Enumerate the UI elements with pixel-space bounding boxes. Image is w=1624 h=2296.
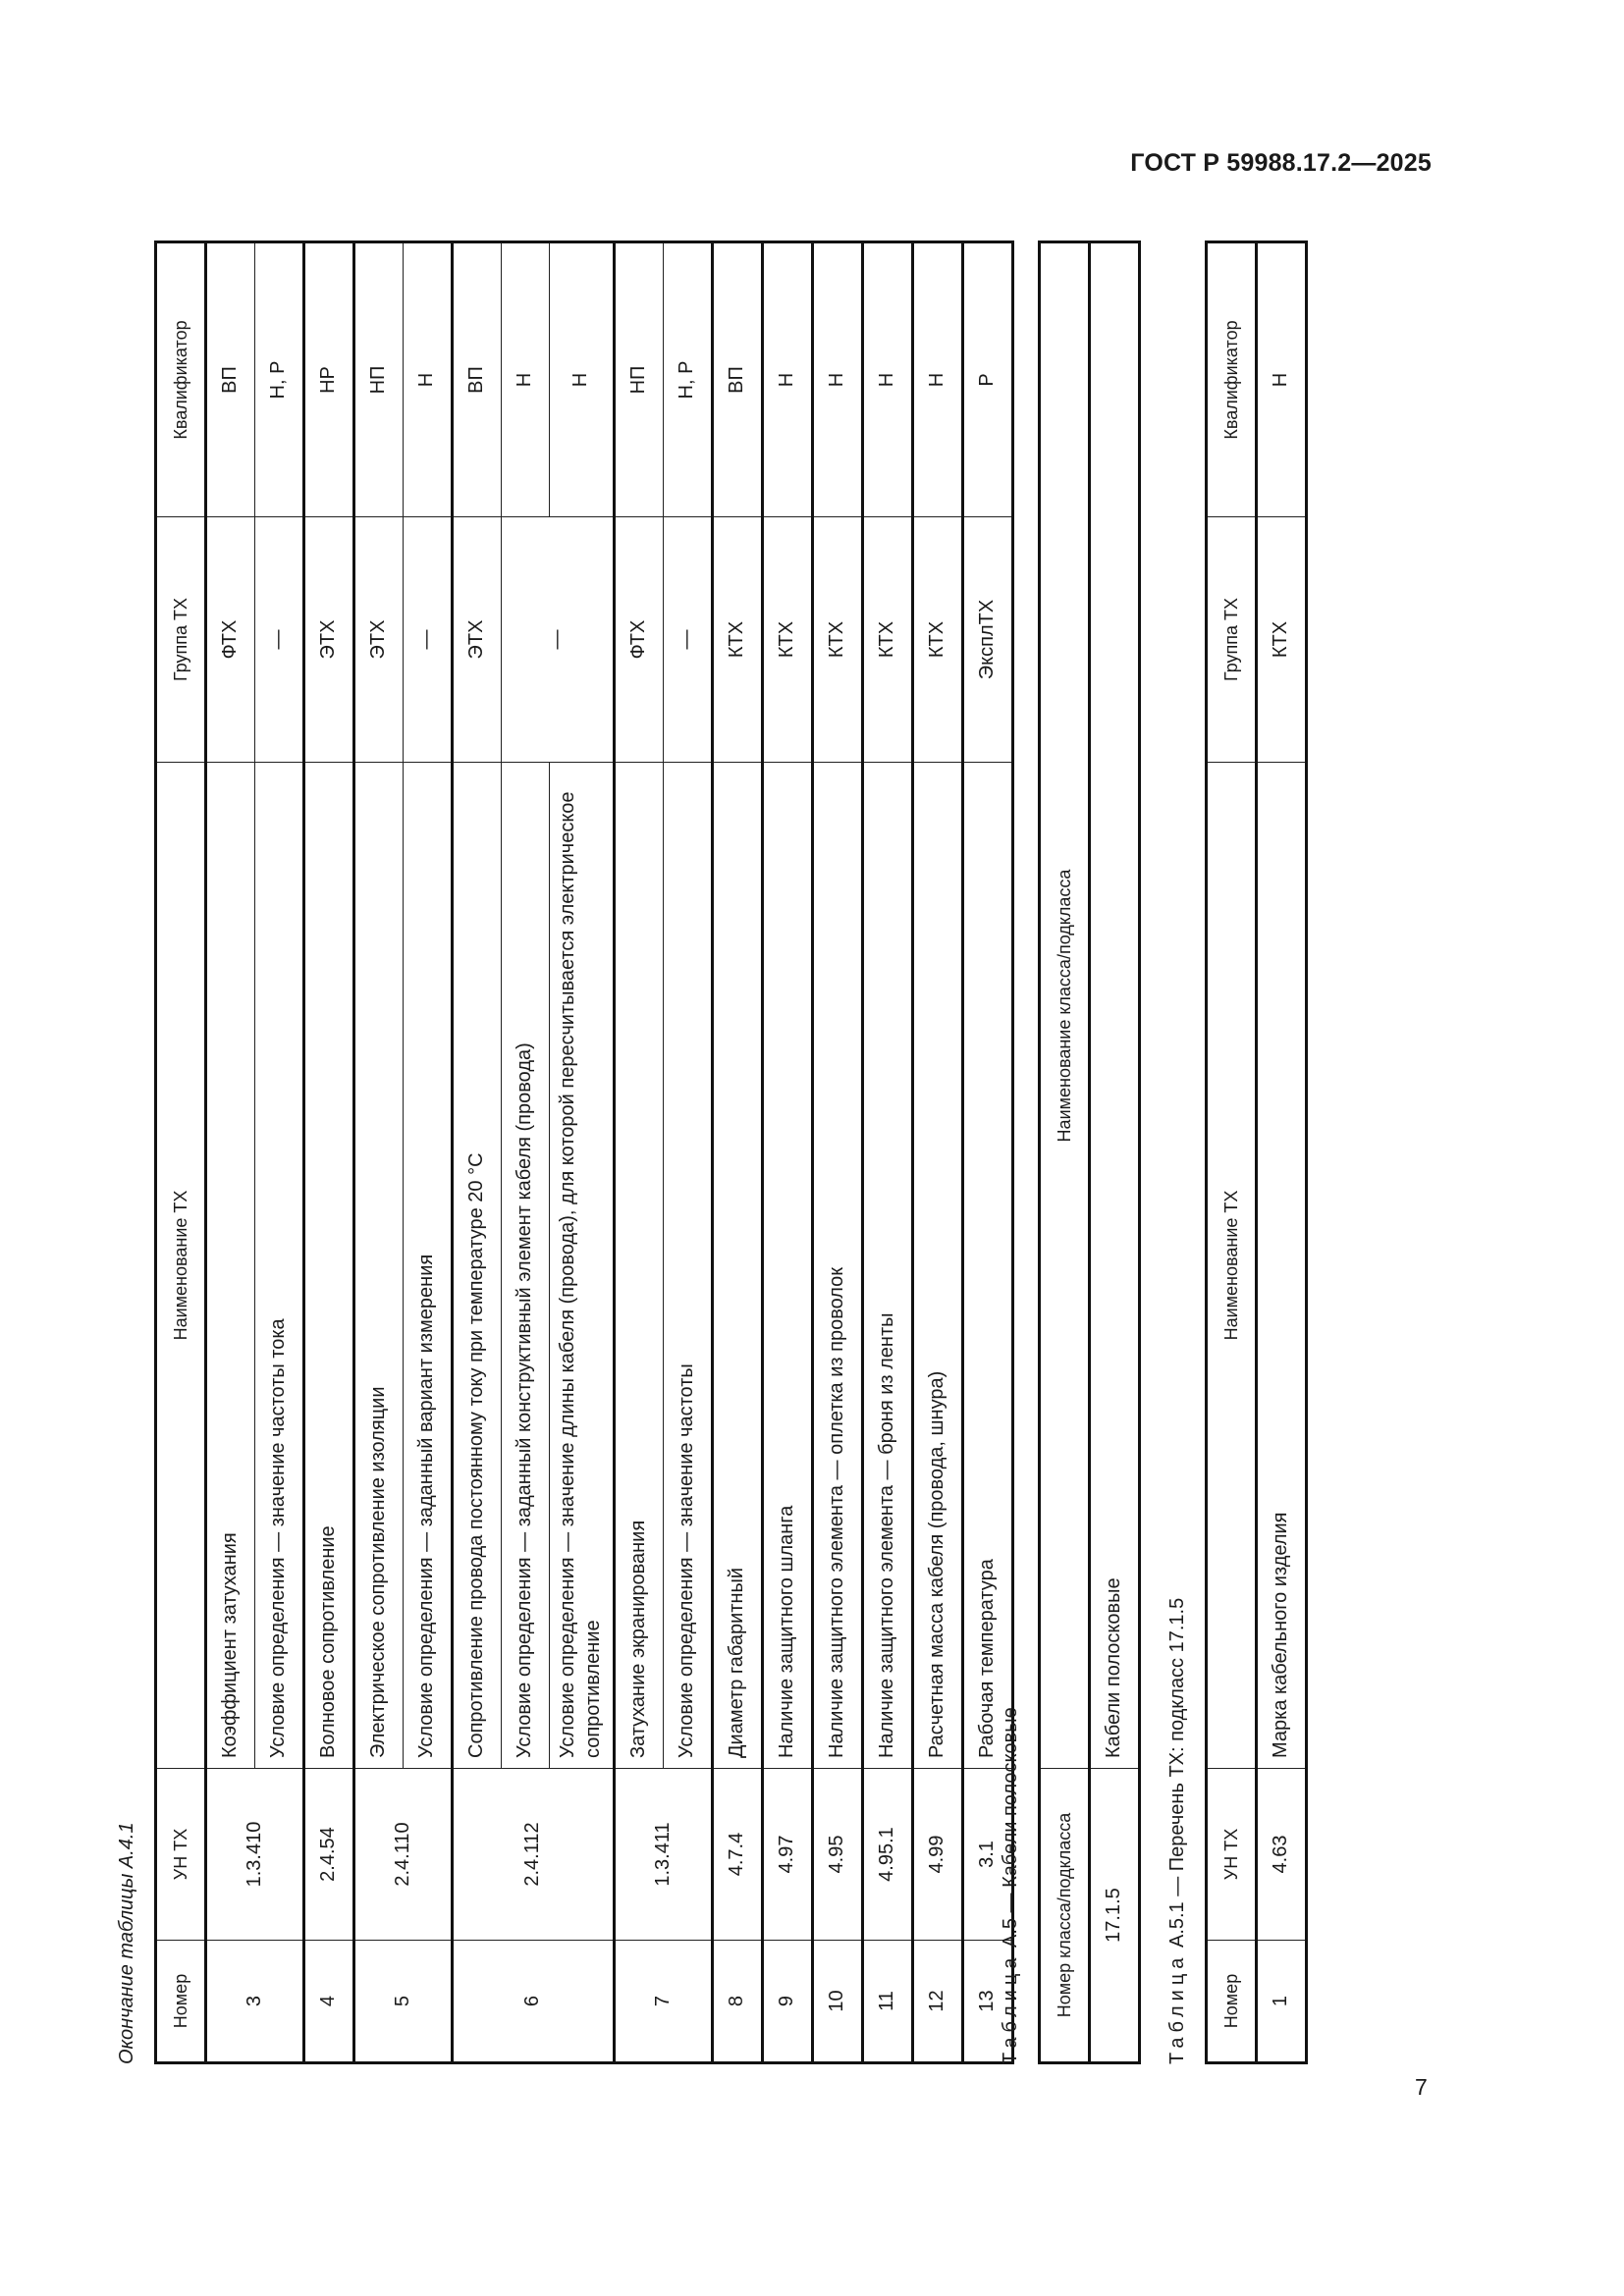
table-a51-header-row — [1207, 242, 1257, 2063]
table-row — [453, 242, 502, 2063]
header-cell-number: Номер — [156, 1941, 206, 2063]
row-number: 3 — [206, 1941, 304, 2063]
row-code: 4.95 — [813, 1769, 863, 1941]
row-qualifier: Н — [550, 242, 615, 517]
row-qualifier: ВП — [713, 242, 763, 517]
row-group: ЭТХ — [453, 517, 502, 763]
row-group: ЭТХ — [304, 517, 354, 763]
row-name: Наличие защитного элемента — оплетка из проволок — [813, 763, 863, 1769]
table-a41 — [154, 240, 1014, 2064]
table-row — [1257, 242, 1307, 2063]
row-name: Рабочая температура — [963, 763, 1013, 1769]
row-group: ЭксплТХ — [963, 517, 1013, 763]
row-code: 4.95.1 — [863, 1769, 913, 1941]
caption-table-title: А.5.1 — Перечень ТХ: подкласс 17.1.5 — [1166, 1597, 1188, 1949]
header-cell-class-name: Наименование класса/подкласса — [1040, 242, 1090, 1769]
row-qualifier: Н, Р — [664, 242, 713, 517]
header-cell-qualifier: Квалификатор — [156, 242, 206, 517]
row-name: Сопротивление провода постоянному току при температуре 20 °С — [453, 763, 502, 1769]
header-cell-code: УН ТХ — [156, 1769, 206, 1941]
row-group: ЭТХ — [354, 517, 404, 763]
row-qualifier: НП — [615, 242, 664, 517]
row-name: Условие определения — значение частоты тока — [255, 763, 304, 1769]
row-qualifier: Н — [502, 242, 550, 517]
row-group: КТХ — [813, 517, 863, 763]
row-name: Волновое сопротивление — [304, 763, 354, 1769]
row-number: 11 — [863, 1941, 913, 2063]
row-class-number: 17.1.5 — [1090, 1769, 1140, 2063]
row-qualifier: НР — [304, 242, 354, 517]
row-number: 10 — [813, 1941, 863, 2063]
table-a41-header-row — [156, 242, 206, 2063]
row-qualifier: Н — [863, 242, 913, 517]
row-name: Условие определения — значение длины кабеля (провода), для которой пересчитывается электрическое сопротивление — [550, 763, 615, 1769]
row-code: 3.1 — [963, 1769, 1013, 1941]
caption-table-word: Таблица — [1166, 1952, 1188, 2064]
header-cell-code: УН ТХ — [1207, 1769, 1257, 1941]
row-group: ФТХ — [615, 517, 664, 763]
header-cell-qualifier: Квалификатор — [1207, 242, 1257, 517]
row-name: Марка кабельного изделия — [1257, 763, 1307, 1769]
row-group: КТХ — [863, 517, 913, 763]
table-row — [1090, 242, 1140, 2063]
row-number: 13 — [963, 1941, 1013, 2063]
row-qualifier: ВП — [453, 242, 502, 517]
row-group: — — [664, 517, 713, 763]
table-a51-caption — [1167, 1598, 1187, 2064]
row-group: — — [255, 517, 304, 763]
row-name: Наличие защитного шланга — [763, 763, 813, 1769]
table-a5-header-row — [1040, 242, 1090, 2063]
table-row — [713, 242, 763, 2063]
table-row — [913, 242, 963, 2063]
row-class-name: Кабели полосковые — [1090, 242, 1140, 1769]
row-qualifier: Н — [813, 242, 863, 517]
row-qualifier: НП — [354, 242, 404, 517]
caption-table-word: Таблица — [1000, 1952, 1021, 2064]
row-code: 4.99 — [913, 1769, 963, 1941]
table-row — [304, 242, 354, 2063]
row-qualifier: Н — [404, 242, 453, 517]
landscape-content — [105, 243, 1381, 2064]
row-name: Электрическое сопротивление изоляции — [354, 763, 404, 1769]
row-name: Затухание экранирования — [615, 763, 664, 1769]
row-name: Условие определения — заданный конструктивный элемент кабеля (провода) — [502, 763, 550, 1769]
table-row — [615, 242, 664, 2063]
row-code: 2.4.110 — [354, 1769, 453, 1941]
row-group: ФТХ — [206, 517, 255, 763]
row-code: 1.3.411 — [615, 1769, 713, 1941]
row-code: 4.63 — [1257, 1769, 1307, 1941]
row-code: 2.4.112 — [453, 1769, 615, 1941]
row-name: Расчетная масса кабеля (провода, шнура) — [913, 763, 963, 1769]
row-name: Коэффициент затухания — [206, 763, 255, 1769]
table-a41-caption: Окончание таблицы А.4.1 — [116, 1822, 137, 2064]
row-number: 4 — [304, 1941, 354, 2063]
row-number: 12 — [913, 1941, 963, 2063]
row-group: КТХ — [913, 517, 963, 763]
row-qualifier: Н — [1257, 242, 1307, 517]
table-row — [813, 242, 863, 2063]
row-qualifier: Н, Р — [255, 242, 304, 517]
row-group: КТХ — [713, 517, 763, 763]
header-cell-class-number: Номер класса/подкласса — [1040, 1769, 1090, 2063]
table-a5-caption — [1001, 1707, 1020, 2064]
row-name: Наличие защитного элемента — броня из ленты — [863, 763, 913, 1769]
row-qualifier: ВП — [206, 242, 255, 517]
row-code: 1.3.410 — [206, 1769, 304, 1941]
row-group: — — [404, 517, 453, 763]
table-row — [863, 242, 913, 2063]
row-number: 7 — [615, 1941, 713, 2063]
table-row — [763, 242, 813, 2063]
row-qualifier: Р — [963, 242, 1013, 517]
page-number: 7 — [1415, 2074, 1428, 2100]
row-group: — — [502, 517, 615, 763]
table-row — [354, 242, 404, 2063]
row-number: 8 — [713, 1941, 763, 2063]
row-number: 6 — [453, 1941, 615, 2063]
row-number: 1 — [1257, 1941, 1307, 2063]
row-number: 5 — [354, 1941, 453, 2063]
row-code: 2.4.54 — [304, 1769, 354, 1941]
row-qualifier: Н — [913, 242, 963, 517]
header-cell-group: Группа ТХ — [156, 517, 206, 763]
header-cell-name: Наименование ТХ — [1207, 763, 1257, 1769]
header-cell-name: Наименование ТХ — [156, 763, 206, 1769]
caption-table-title: А.5 — Кабели полосковые — [1000, 1707, 1021, 1949]
header-cell-group: Группа ТХ — [1207, 517, 1257, 763]
row-code: 4.97 — [763, 1769, 813, 1941]
row-name: Условие определения — заданный вариант измерения — [404, 763, 453, 1769]
table-row — [206, 242, 255, 2063]
document-header: ГОСТ Р 59988.17.2—2025 — [1130, 149, 1432, 177]
row-group: КТХ — [1257, 517, 1307, 763]
row-name: Диаметр габаритный — [713, 763, 763, 1769]
table-a5 — [1038, 240, 1141, 2064]
row-name: Условие определения — значение частоты — [664, 763, 713, 1769]
row-group: КТХ — [763, 517, 813, 763]
table-a51 — [1205, 240, 1308, 2064]
row-qualifier: Н — [763, 242, 813, 517]
row-number: 9 — [763, 1941, 813, 2063]
row-code: 4.7.4 — [713, 1769, 763, 1941]
header-cell-number: Номер — [1207, 1941, 1257, 2063]
